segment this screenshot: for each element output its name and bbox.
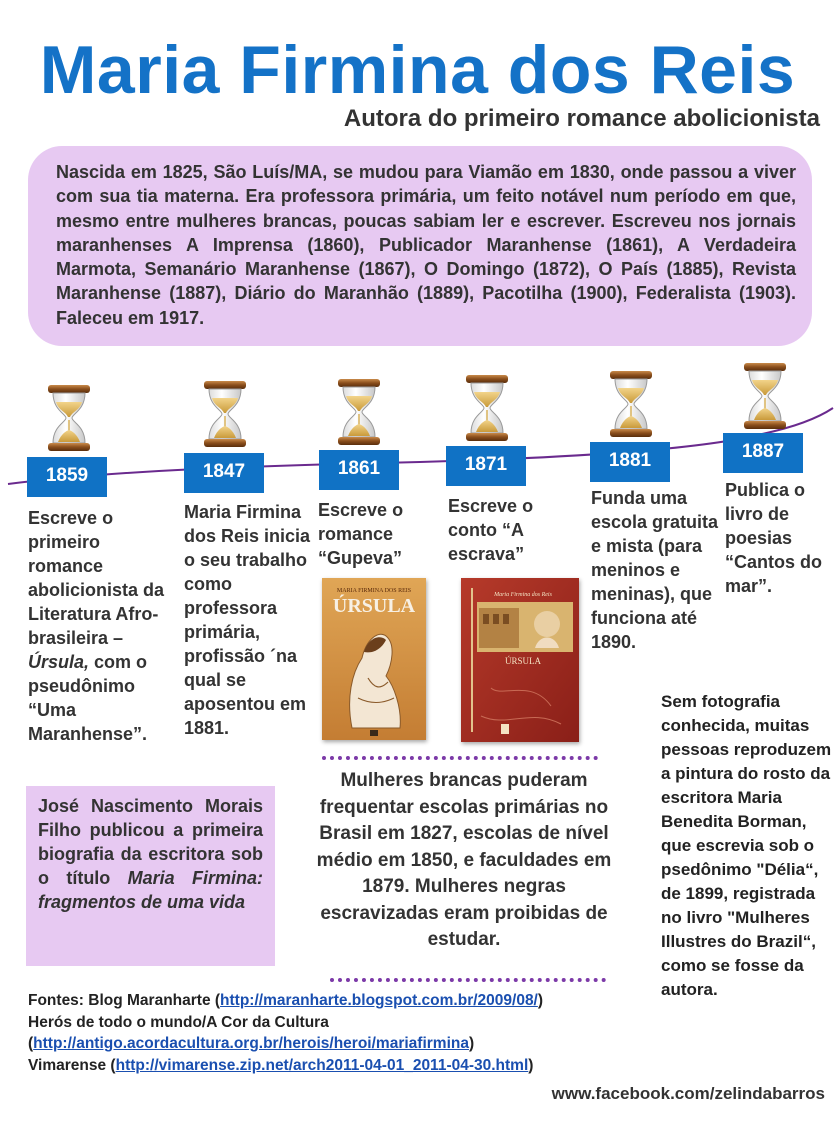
source-line-2	[28, 1012, 660, 1034]
dotted-divider	[330, 978, 606, 982]
source-link-maranharte[interactable]: http://maranharte.blogspot.com.br/2009/08/	[220, 992, 538, 1009]
page-subtitle: Autora do primeiro romance abolicionista	[343, 105, 820, 132]
event-1861-text: Escreve o romance “Gupeva”	[318, 500, 404, 568]
hourglass-icon	[44, 384, 94, 452]
source-punct: )	[528, 1056, 534, 1074]
ursula-book-cover-image	[322, 578, 426, 740]
biography-box	[26, 786, 275, 966]
sources-block	[28, 990, 660, 1076]
ursula-2-cover-title: ÚRSULA	[504, 656, 542, 666]
event-1859-text-part: Escreve o primeiro romance abolicionista da Literatura Afro-brasileira –	[28, 508, 165, 648]
source-link-vimarense[interactable]: http://vimarense.zip.net/arch2011-04-01_2011-04-30.html	[115, 1056, 529, 1074]
hourglass-icon	[606, 370, 656, 438]
event-1859-book-title: Úrsula,	[28, 652, 90, 672]
source-punct: )	[468, 1035, 475, 1052]
year-badge-1859: 1859	[27, 457, 107, 497]
hourglass-icon	[200, 380, 250, 448]
source-label: Vimarense (	[28, 1056, 116, 1074]
source-label: Fontes: Blog Maranharte (	[28, 992, 221, 1009]
event-1887-text: Publica o livro de poesias “Cantos do mar”.	[725, 480, 822, 596]
event-1847-text: Maria Firmina dos Reis inicia o seu trabalho como professora primária, profissão ´na qual se aposentou em 1881.	[184, 502, 311, 738]
hourglass-icon	[462, 374, 512, 442]
year-badge-1881: 1881	[590, 442, 670, 482]
intro-text: Nascida em 1825, São Luís/MA, se mudou para Viamão em 1830, onde passou a viver com sua tia materna. Era professora primária, um feito notável num período em que, mesmo entre mulheres brancas, poucas sabiam ler e escrever. Escreveu nos jornais maranhenses A Imprensa (1860), Publicador Maranhense (1861), A Verdadeira Marmota, Semanário Maranhense (1867), O Domingo (1872), O País (1885), Revista Maranhense (1887), Diário do Maranhão (1889), Pacotilha (1900), Federalista (1903). Faleceu em 1917.	[56, 162, 796, 328]
ursula-cover-title: ÚRSULA	[332, 595, 416, 617]
women-education-note: Mulheres brancas puderam frequentar escolas primárias no Brasil em 1827, escolas de nível médio em 1850, e faculdades em 1879. Mulheres negras escravizadas eram proibidas de estudar.	[316, 770, 612, 950]
year-badge-1847: 1847	[184, 453, 264, 493]
ursula-cover-author: MARIA FIRMINA DOS REIS	[336, 588, 412, 594]
facebook-credit: www.facebook.com/zelindabarros	[551, 1084, 825, 1103]
year-badge-1861: 1861	[319, 450, 399, 490]
year-badge-1887: 1887	[723, 433, 803, 473]
source-line-1	[28, 990, 660, 1012]
hourglass-icon	[740, 362, 790, 430]
source-line-4	[28, 1055, 660, 1077]
source-punct: )	[537, 992, 544, 1009]
year-badge-1871: 1871	[446, 446, 526, 486]
ursula-2-book-cover-image	[461, 578, 579, 742]
page-title: Maria Firmina dos Reis	[39, 32, 796, 108]
biography-book-title: Maria Firmina: fragmentos de uma vida	[38, 868, 263, 912]
biography-text: José Nascimento Morais Filho publicou a primeira biografia da escritora sob o título	[38, 796, 263, 888]
event-1881-text: Funda uma escola gratuita e mista (para meninos e meninas), que funciona até 1890.	[591, 488, 719, 652]
photo-note: Sem fotografia conhecida, muitas pessoas reproduzem a pintura do rosto da escritora Maria Benedita Borman, que escrevia sob o psedônimo "Délia“, de 1899, registrada no livro "Mulheres Illustres do Brazil“, como se fosse da autora.	[661, 692, 832, 999]
source-line-3	[28, 1033, 660, 1055]
source-link-acordacultura[interactable]: http://antigo.acordacultura.org.br/herois/heroi/mariafirmina	[33, 1035, 469, 1052]
dotted-divider	[322, 756, 598, 760]
source-label: Herós de todo o mundo/A Cor da Cultura	[28, 1013, 329, 1031]
event-1871-text: Escreve o conto “A escrava”	[448, 496, 534, 564]
hourglass-icon	[334, 378, 384, 446]
event-1859-text-part: com o pseudônimo “Uma Maranhense”.	[28, 652, 148, 744]
source-punct: (	[28, 1035, 34, 1052]
event-1859-text	[28, 506, 178, 746]
ursula-2-cover-author: Maria Firmina dos Reis	[494, 592, 552, 598]
timeline-line	[0, 0, 835, 520]
